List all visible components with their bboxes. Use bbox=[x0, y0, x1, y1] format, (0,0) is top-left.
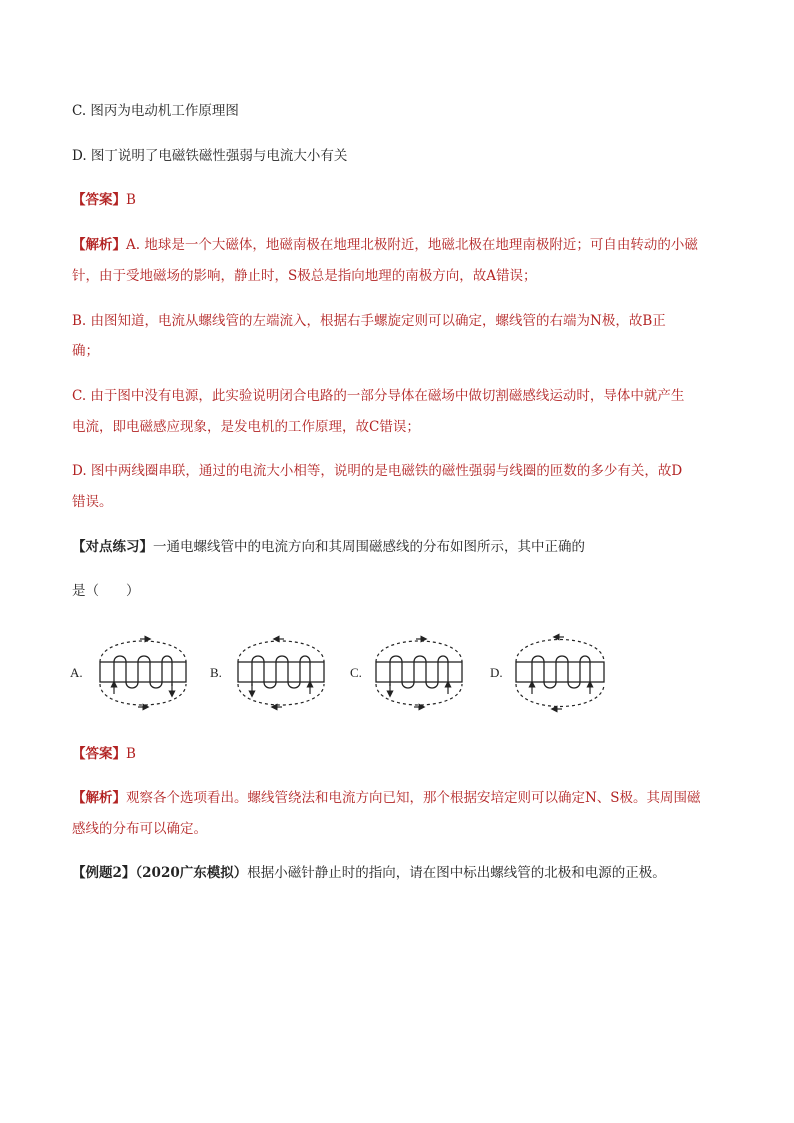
analysis-2-text-1: 观察各个选项看出。螺线管绕法和电流方向已知，那个根据安培定则可以确定N、S极。其周围磁 bbox=[126, 790, 701, 806]
option-d-diagram bbox=[490, 637, 604, 709]
analysis-a-text-1: A. 地球是一个大磁体，地磁南极在地理北极附近，地磁北极在地理南极附近；可自由转动的小磁 bbox=[126, 237, 698, 253]
answer-2-value: B bbox=[126, 746, 136, 762]
analysis-a-line-1 bbox=[72, 236, 698, 254]
analysis-2-line-1 bbox=[72, 789, 701, 807]
example-2-text: 根据小磁针静止时的指向，请在图中标出螺线管的北极和电源的正极。 bbox=[247, 865, 666, 881]
analysis-b-line-1: B. 由图知道，电流从螺线管的左端流入，根据右手螺旋定则可以确定，螺线管的右端为N极，故B正 bbox=[72, 313, 666, 329]
option-b-diagram bbox=[210, 639, 324, 707]
analysis-d-line-2: 错误。 bbox=[72, 494, 113, 510]
practice-tag: 【对点练习】 bbox=[72, 539, 153, 555]
solenoid-options-figure bbox=[70, 628, 630, 720]
analysis-c-line-1: C. 由于图中没有电源，此实验说明闭合电路的一部分导体在磁场中做切割磁感线运动时，导体中就产生 bbox=[72, 388, 685, 404]
analysis-2-line-2: 感线的分布可以确定。 bbox=[72, 821, 207, 837]
answer-2-tag: 【答案】 bbox=[72, 746, 126, 762]
analysis-2-tag: 【解析】 bbox=[72, 790, 126, 806]
answer-2 bbox=[72, 745, 136, 763]
answer-1 bbox=[72, 191, 136, 209]
practice-question bbox=[72, 538, 585, 556]
option-d-text: D. 图丁说明了电磁铁磁性强弱与电流大小有关 bbox=[72, 148, 348, 164]
option-c-diagram bbox=[350, 639, 462, 707]
answer-1-value: B bbox=[126, 192, 136, 208]
example-2-tag: 【例题2】 bbox=[72, 865, 136, 881]
example-2-source: （2020广东模拟） bbox=[135, 865, 248, 881]
analysis-b-line-2: 确； bbox=[72, 343, 99, 359]
answer-1-tag: 【答案】 bbox=[72, 192, 126, 208]
practice-question-2: 是（ ） bbox=[72, 583, 140, 599]
option-a-label: A. bbox=[70, 665, 83, 680]
option-b-label: B. bbox=[210, 665, 222, 680]
analysis-tag: 【解析】 bbox=[72, 237, 126, 253]
analysis-a-line-2: 针，由于受地磁场的影响，静止时，S极总是指向地理的南极方向，故A错误； bbox=[72, 268, 537, 284]
option-a-diagram bbox=[70, 639, 186, 707]
analysis-d-line-1: D. 图中两线圈串联，通过的电流大小相等，说明的是电磁铁的磁性强弱与线圈的匝数的多少有关，故D bbox=[72, 463, 683, 479]
analysis-c-line-2: 电流，即电磁感应现象，是发电机的工作原理，故C错误； bbox=[72, 419, 420, 435]
option-c-label: C. bbox=[350, 665, 362, 680]
practice-text: 一通电螺线管中的电流方向和其周围磁感线的分布如图所示，其中正确的 bbox=[153, 539, 585, 555]
option-d-label: D. bbox=[490, 665, 503, 680]
example-2-question bbox=[72, 864, 666, 882]
option-c-text: C. 图丙为电动机工作原理图 bbox=[72, 103, 239, 119]
